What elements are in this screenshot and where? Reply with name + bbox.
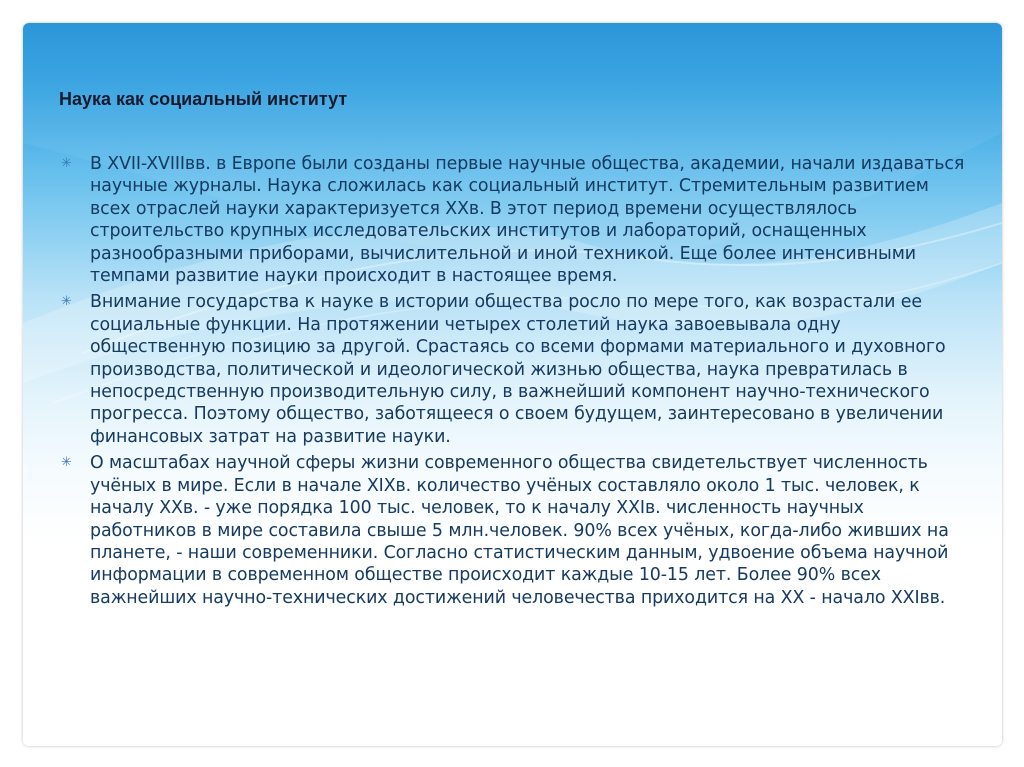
bullet-item [61,153,971,287]
asterisk-bullet-icon: ✳ [61,455,72,471]
bullet-text: Внимание государства к науке в истории общества росло по мере того, как возрастали ее социальные функции. На протяжении четырех столетий наука завоевывала одну общественную позицию за другой. Срастаясь со всеми формами материального и духовного производства, политической и идеологической жизнью общества, наука превратилась в непосредственную производительную силу, в важнейший компонент научно-технического прогресса. Поэтому общество, заботящееся о своем будущем, заинтересовано в увеличении финансовых затрат на развитие науки. [90,292,946,447]
bullet-item [61,452,971,609]
bullet-text: О масштабах научной сферы жизни современного общества свидетельствует численность учёных в мире. Если в начале XIXв. количество учёных составляло около 1 тыс. человек, к началу XXв. - уже порядка 100 тыс. человек, то к началу XXIв. численность научных работников в мире составила свыше 5 млн.человек. 90% всех учёных, когда-либо живших на планете, - наши современники. Согласно статистическим данным, удвоение объема научной информации в современном обществе происходит каждые 10-15 лет. Более 90% всех важнейших научно-технических достижений человечества приходится на XX - начало XXIвв. [90,453,949,608]
slide-canvas [23,23,1002,746]
bullet-list [61,153,971,613]
slide-title: Наука как социальный институт [59,89,348,109]
asterisk-bullet-icon: ✳ [61,294,72,310]
bullet-item [61,291,971,448]
bullet-text: В XVII-XVIIIвв. в Европе были созданы первые научные общества, академии, начали издаваться научные журналы. Наука сложилась как социальный институт. Стремительным развитием всех отраслей науки характеризуется XXв. В этот период времени осуществлялось строительство крупных исследовательских институтов и лабораторий, оснащенных разнообразными приборами, вычислительной и иной техникой. Еще более интенсивными темпами развитие науки происходит в настоящее время. [90,154,965,287]
asterisk-bullet-icon: ✳ [61,156,72,171]
